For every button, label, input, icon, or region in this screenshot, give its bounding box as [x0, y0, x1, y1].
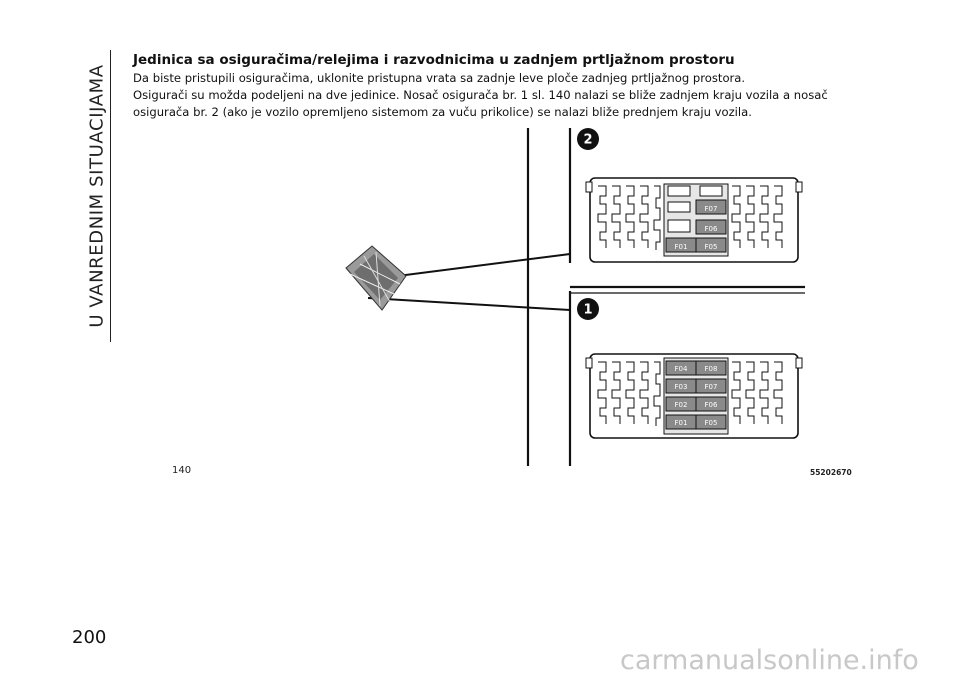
- fuse-label: F03: [674, 383, 688, 391]
- fuse-label: F01: [674, 419, 688, 427]
- fuse-unit-2: [586, 178, 802, 262]
- fuse-label: F06: [704, 401, 718, 409]
- page-number: 200: [72, 627, 107, 648]
- chapter-title-text: U VANREDNIM SITUACIJAMA: [86, 64, 108, 328]
- callout-1-badge: [577, 298, 599, 320]
- fuse-label: F06: [704, 225, 718, 233]
- svg-text:2: 2: [583, 132, 593, 148]
- callout-2-badge: [577, 128, 599, 150]
- fuse-label: F04: [674, 365, 688, 373]
- paragraph-units: Osigurači su možda podeljeni na dve jedinice. Nosač osigurača br. 1 sl. 140 nalazi se bliže zadnjem kraju vozila a nosač osigurača br. 2 (ako je vozilo opremljeno sistemom za vuču prikolice) se nalazi bliže prednjem kraju vozila.: [133, 88, 828, 119]
- fuse-unit-1: [586, 354, 802, 438]
- leader-line-top: [382, 254, 570, 278]
- paragraph-access: Da biste pristupili osiguračima, uklonite pristupna vrata sa zadnje leve ploče zadnjeg prtljažnog prostora.: [133, 71, 746, 85]
- chapter-side-title: [86, 50, 108, 342]
- chapter-side-rule: [110, 50, 111, 342]
- leader-line-bottom: [368, 298, 570, 310]
- fuse-label: F05: [704, 243, 718, 251]
- fuse-label: F08: [704, 365, 718, 373]
- fuse-label: F01: [674, 243, 688, 251]
- figure-code: 55202670: [810, 468, 852, 477]
- section-heading: Jedinica sa osiguračima/relejima i razvodnicima u zadnjem prtljažnom prostoru: [133, 52, 735, 68]
- fuse-box-figure: [150, 128, 870, 480]
- fuse-label: F07: [704, 205, 718, 213]
- fuse-label: F07: [704, 383, 718, 391]
- watermark: carmanualsonline.info: [620, 645, 919, 676]
- fuse-label: F05: [704, 419, 718, 427]
- fuse-label: F02: [674, 401, 688, 409]
- figure-number: 140: [172, 465, 192, 476]
- svg-text:1: 1: [583, 302, 593, 318]
